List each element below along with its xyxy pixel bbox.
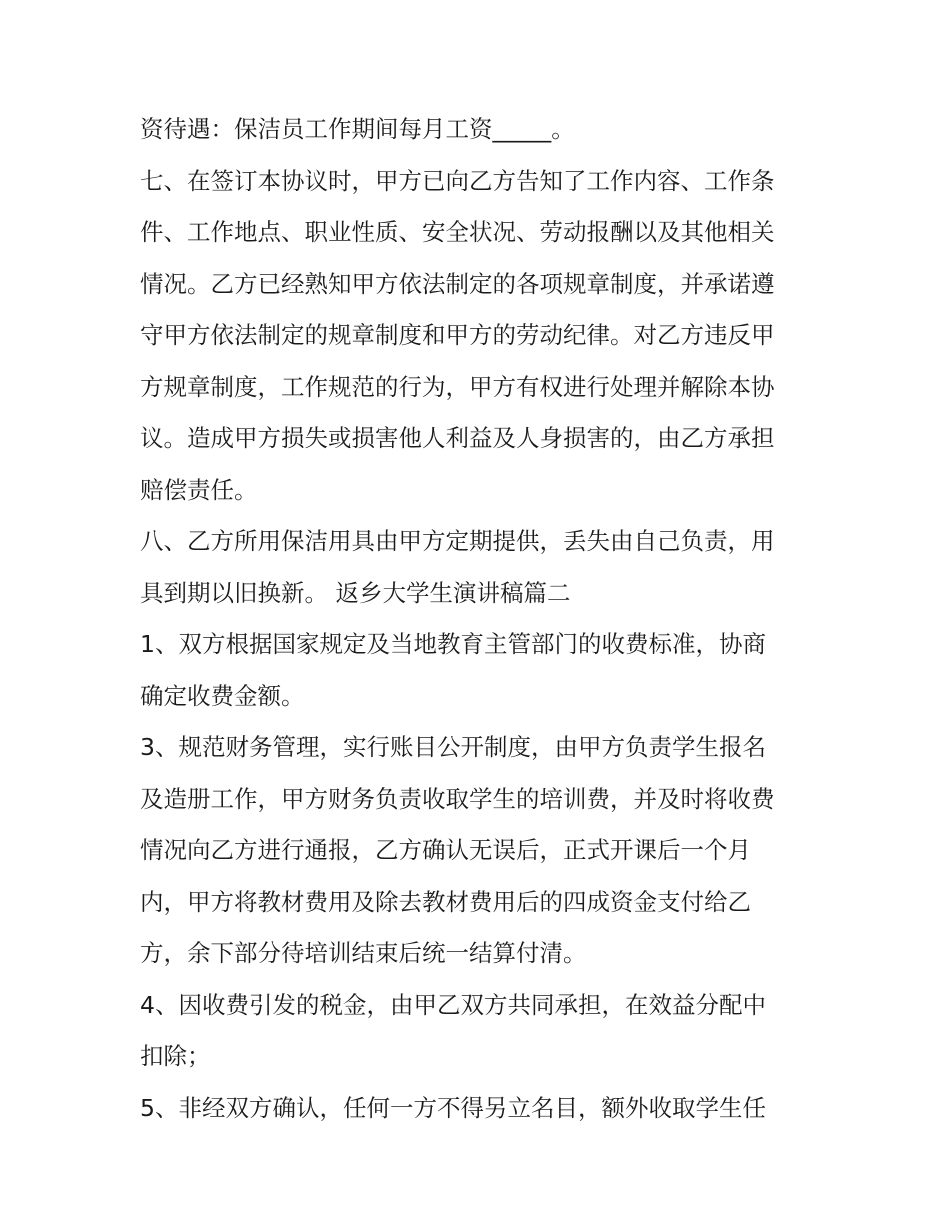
text-line: 4、因收费引发的税金，由甲乙双方共同承担，在效益分配中 [140,990,766,1019]
text-line: 议。造成甲方损失或损害他人利益及人身损害的，由乙方承担 [140,424,775,452]
text-line: 及造册工作，甲方财务负责收取学生的培训费，并及时将收费 [140,784,775,813]
text-line: 情况向乙方进行通报，乙方确认无误后，正式开课后一个月 [140,836,751,864]
text-line: 内，甲方将教材费用及除去教材费用后的四成资金支付给乙 [140,887,751,916]
text-line: 赔偿责任。 [140,475,258,504]
document-body [140,104,820,1134]
text-line: 确定收费金额。 [140,681,305,710]
text-line: 具到期以旧换新。 返乡大学生演讲稿篇二 [140,578,571,607]
text-line: 1、双方根据国家规定及当地教育主管部门的收费标准，协商 [140,630,766,658]
text-line: 情况。乙方已经熟知甲方依法制定的各项规章制度，并承诺遵 [140,269,775,298]
text-line: 件、工作地点、职业性质、安全状况、劳动报酬以及其他相关 [140,218,775,246]
text-line: 5、非经双方确认，任何一方不得另立名目，额外收取学生任 [140,1093,766,1122]
text-line: 方规章制度，工作规范的行为，甲方有权进行处理并解除本协 [140,372,775,401]
text-line: 八、乙方所用保洁用具由甲方定期提供，丢失由自己负责，用 [140,527,775,555]
text-line: 七、在签订本协议时，甲方已向乙方告知了工作内容、工作条 [140,166,775,195]
text-line: 守甲方依法制定的规章制度和甲方的劳动纪律。对乙方违反甲 [140,321,775,349]
text-line: 资待遇：保洁员工作期间每月工资_____。 [140,115,575,143]
text-line: 3、规范财务管理，实行账目公开制度，由甲方负责学生报名 [140,733,766,761]
text-line: 扣除； [140,1042,211,1070]
text-line: 方，余下部分待培训结束后统一结算付清。 [140,939,587,967]
